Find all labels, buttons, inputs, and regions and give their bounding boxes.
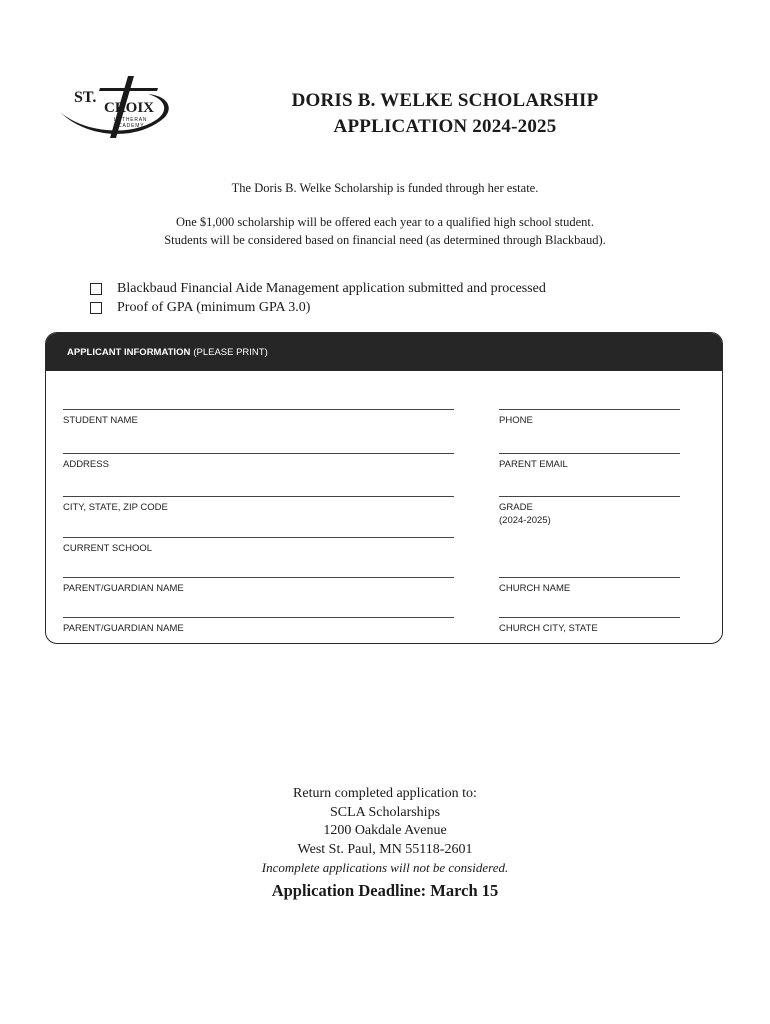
panel-header-title: APPLICANT INFORMATION <box>67 346 191 358</box>
city-state-zip-label: CITY, STATE, ZIP CODE <box>63 502 168 513</box>
current-school-label: CURRENT SCHOOL <box>63 543 153 554</box>
intro-line-3: Students will be considered based on financial need (as determined through Blackbaud). <box>164 233 606 247</box>
address-label: ADDRESS <box>63 459 109 470</box>
parent-guardian-name-field-1[interactable] <box>63 577 454 595</box>
parent-guardian-name-field-2[interactable] <box>63 617 454 635</box>
checklist-item-label: Blackbaud Financial Aide Management application submitted and processed <box>117 281 546 296</box>
st-croix-logo <box>56 72 180 144</box>
return-to-text: Return completed application to: <box>293 786 477 801</box>
checklist-item[interactable] <box>90 279 546 298</box>
church-name-label: CHURCH NAME <box>499 583 571 594</box>
grade-label: GRADE <box>499 502 533 513</box>
applicant-information-panel <box>45 332 723 644</box>
logo-academy-text: ACADEMY <box>114 123 145 129</box>
org-name: SCLA Scholarships <box>329 804 441 820</box>
checklist-item-label: Proof of GPA (minimum GPA 3.0) <box>117 300 311 315</box>
intro-line-1: The Doris B. Welke Scholarship is funded through her estate. <box>231 181 539 195</box>
logo-st-text: ST. <box>74 89 97 106</box>
current-school-field[interactable] <box>63 537 454 555</box>
checkbox[interactable] <box>90 283 102 295</box>
logo-croix-text: CROIX <box>104 100 155 116</box>
checkbox[interactable] <box>90 302 102 314</box>
phone-label: PHONE <box>499 415 533 426</box>
title-line-1: DORIS B. WELKE SCHOLARSHIP <box>291 90 599 111</box>
panel-header-note: (PLEASE PRINT) <box>193 346 268 358</box>
application-deadline: Application Deadline: March 15 <box>271 880 499 900</box>
student-name-field[interactable] <box>63 409 454 427</box>
city-state-zip-field[interactable] <box>63 496 454 514</box>
parent-email-field[interactable] <box>499 453 680 471</box>
checklist-item[interactable] <box>90 298 546 317</box>
church-name-field[interactable] <box>499 577 680 595</box>
requirements-checklist <box>90 279 546 317</box>
address-field[interactable] <box>63 453 454 471</box>
parent-email-label: PARENT EMAIL <box>499 459 568 470</box>
student-name-label: STUDENT NAME <box>63 415 138 426</box>
panel-header <box>46 333 722 371</box>
parent-guardian-name-label: PARENT/GUARDIAN NAME <box>63 623 184 634</box>
intro-line-2: One $1,000 scholarship will be offered each year to a qualified high school student. <box>175 215 595 229</box>
city-state-zip: West St. Paul, MN 55118-2601 <box>297 841 473 857</box>
street-address: 1200 Oakdale Avenue <box>323 823 447 838</box>
return-address-block <box>0 785 770 900</box>
phone-field[interactable] <box>499 409 680 427</box>
grade-field[interactable] <box>499 496 680 527</box>
title-line-2: APPLICATION 2024-2025 <box>333 116 557 137</box>
church-city-state-label: CHURCH CITY, STATE <box>499 623 598 634</box>
page-title <box>250 88 640 140</box>
parent-guardian-name-label: PARENT/GUARDIAN NAME <box>63 583 184 594</box>
church-city-state-field[interactable] <box>499 617 680 635</box>
logo-lutheran-text: LUTHERAN <box>114 117 148 123</box>
incomplete-notice: Incomplete applications will not be considered. <box>261 860 509 875</box>
grade-note: (2024-2025) <box>499 515 551 526</box>
